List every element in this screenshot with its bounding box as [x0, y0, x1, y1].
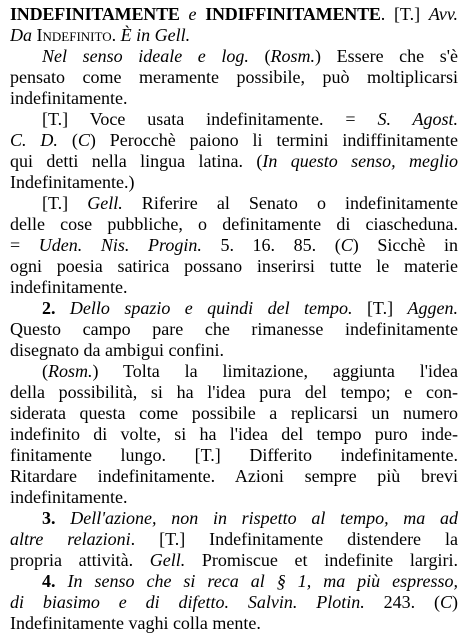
text-run: indefinitamente. — [10, 277, 128, 297]
source-mark: C — [439, 592, 452, 612]
text-run: ) Perocchè paiono li termini indiffinitamente — [89, 130, 458, 150]
text-run: disegnato da ambigui confini. — [10, 340, 224, 360]
entry-line — [10, 612, 458, 634]
text-run: [T.] — [42, 193, 88, 213]
text-run: Riferire al Senato o indefinitamente — [122, 193, 458, 213]
text-run: indefinito di volte, si ha l'idea del tempo puro inde- — [10, 424, 458, 444]
author-citation: Aggen. — [407, 298, 458, 318]
sense-number: 3. — [42, 508, 56, 528]
text-run: indefinitamente. — [10, 487, 128, 507]
text-run: delle cose pubbliche, o definitamente di ciascheduna. — [10, 214, 458, 234]
entry-line — [10, 150, 458, 172]
text-run: È in Gell. — [120, 25, 191, 45]
text-run: Ritardare indefinitamente. Azioni sempre più brevi — [10, 466, 458, 486]
work-citation: C. D. — [10, 130, 58, 150]
entry-line — [10, 549, 458, 571]
entry-line — [42, 570, 458, 592]
entry-line — [42, 192, 458, 214]
text-run: ogni poesia satirica possano inserirsi tutte le materie — [10, 256, 458, 276]
text-run: e — [179, 4, 206, 24]
text-run: [T.] Voce usata indefinitamente. = — [42, 109, 378, 129]
sense-label: Dell'azione, non in rispetto al tempo, ma ad — [55, 508, 458, 528]
sense-number: 2. — [42, 298, 56, 318]
text-run: Promiscue et indefinite largiri. — [185, 550, 458, 570]
sense-label: In senso che si reca al § 1, ma più espresso, — [55, 571, 458, 591]
entry-line — [10, 24, 458, 46]
text-run: ) Tolta la limitazione, aggiunta l'idea — [92, 361, 458, 381]
entry-line — [42, 297, 458, 319]
entry-line — [10, 318, 458, 340]
entry-line — [10, 528, 458, 550]
entry-line — [10, 486, 458, 508]
text-run: qui detti nella lingua latina. ( — [10, 151, 263, 171]
text-run: della possibilità, si ha l'idea pura del tempo; e con- — [10, 382, 458, 402]
source-mark: C — [340, 235, 353, 255]
text-run: ( — [42, 361, 48, 381]
text-run: . [T.] Indefinitamente distendere la — [130, 529, 458, 549]
text-run: 243. ( — [364, 592, 440, 612]
sense-label: Dello spazio e quindi del tempo. — [55, 298, 353, 318]
author-citation: Gell. — [149, 550, 186, 570]
text-run: Questo campo pare che rimanesse indefinitamente — [10, 319, 458, 339]
entry-line — [10, 339, 458, 361]
entry-line — [10, 402, 458, 424]
entry-line — [10, 234, 458, 256]
text-run: [T.] — [352, 298, 408, 318]
entry-line — [42, 360, 458, 382]
author-citation: Rosm. — [48, 361, 93, 381]
text-run: . [T.] — [380, 4, 429, 24]
text-run: Da — [10, 25, 37, 45]
headword: INDEFINITAMENTE — [10, 4, 180, 24]
text-run: ) Essere che s'è — [315, 46, 458, 66]
sense-label: altre relazioni — [10, 529, 131, 549]
author-citation: Gell. — [87, 193, 123, 213]
text-run: propria attività. — [10, 550, 150, 570]
entry-line — [10, 255, 458, 277]
entry-line — [42, 507, 458, 529]
text-run: pensato come meramente possibile, può moltiplicarsi — [10, 67, 458, 87]
text-run: ) Sicchè in — [352, 235, 458, 255]
author-citation: S. Agost. — [377, 109, 458, 129]
entry-line — [10, 171, 458, 193]
text-run: ( — [57, 130, 78, 150]
text-run: ) — [452, 592, 458, 612]
text-run: .) — [123, 172, 135, 192]
sense-number: 4. — [42, 571, 56, 591]
entry-line — [10, 276, 458, 298]
entry-line — [42, 45, 458, 67]
entry-line — [10, 591, 458, 613]
cross-reference: Indefinito — [36, 25, 112, 45]
entry-line — [10, 423, 458, 445]
entry-line — [10, 87, 458, 109]
text-run: ( — [248, 46, 271, 66]
entry-line — [10, 3, 458, 25]
entry-line — [10, 381, 458, 403]
entry-line — [10, 444, 458, 466]
cross-reference: Indefinitamente — [10, 172, 124, 192]
entry-line — [10, 66, 458, 88]
work-citation: Uden. Nis. Progin. — [38, 235, 202, 255]
editorial-note: In questo senso, meglio — [262, 151, 458, 171]
text-run: . — [111, 25, 121, 45]
entry-line — [10, 465, 458, 487]
entry-line — [42, 108, 458, 130]
source-mark: C — [77, 130, 90, 150]
sense-label: Nel senso ideale e log. — [42, 46, 249, 66]
text-run: finitamente lungo. [T.] Differito indefinitamente. — [10, 445, 458, 465]
author-citation: Rosm. — [270, 46, 315, 66]
text-run: = — [10, 235, 39, 255]
entry-line — [10, 213, 458, 235]
entry-line — [10, 129, 458, 151]
headword-variant: INDIFFINITAMENTE — [205, 4, 381, 24]
text-run: siderata questa come possibile a replicarsi un numero — [10, 403, 458, 423]
text-run: 5. 16. 85. ( — [201, 235, 341, 255]
part-of-speech: Avv. — [428, 4, 458, 24]
work-citation: di biasimo e di difetto. Salvin. Plotin. — [10, 592, 365, 612]
text-run: Indefinitamente vaghi colla mente. — [10, 613, 261, 633]
text-run: indefinitamente. — [10, 88, 128, 108]
